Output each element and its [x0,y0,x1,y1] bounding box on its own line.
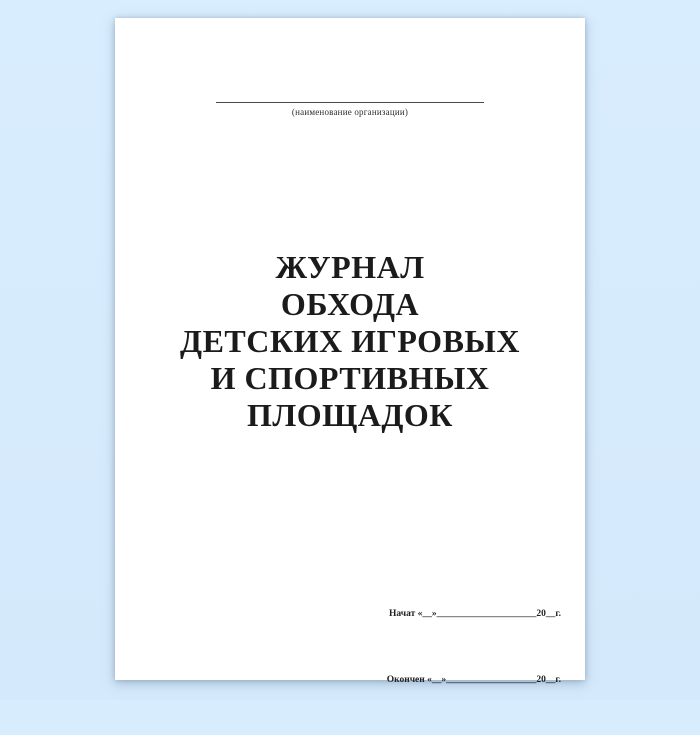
date-lines [387,559,561,735]
title-line-2: ОБХОДА [280,286,420,322]
title-line-4: И СПОРТИВНЫХ [210,360,490,396]
date-started-line: Начат «__»_____________________20__г. [388,609,561,619]
document-page [115,18,585,685]
organization-name-block [115,102,585,117]
journal-title [115,249,585,434]
date-finished-line: Окончен «__»___________________20__г. [386,675,561,685]
title-line-1: ЖУРНАЛ [275,249,425,285]
title-line-3: ДЕТСКИХ ИГРОВЫХ [180,323,520,359]
title-line-5: ПЛОЩАДОК [247,397,453,433]
organization-caption: (наименование организации) [291,107,409,117]
organization-name-line [216,102,484,103]
